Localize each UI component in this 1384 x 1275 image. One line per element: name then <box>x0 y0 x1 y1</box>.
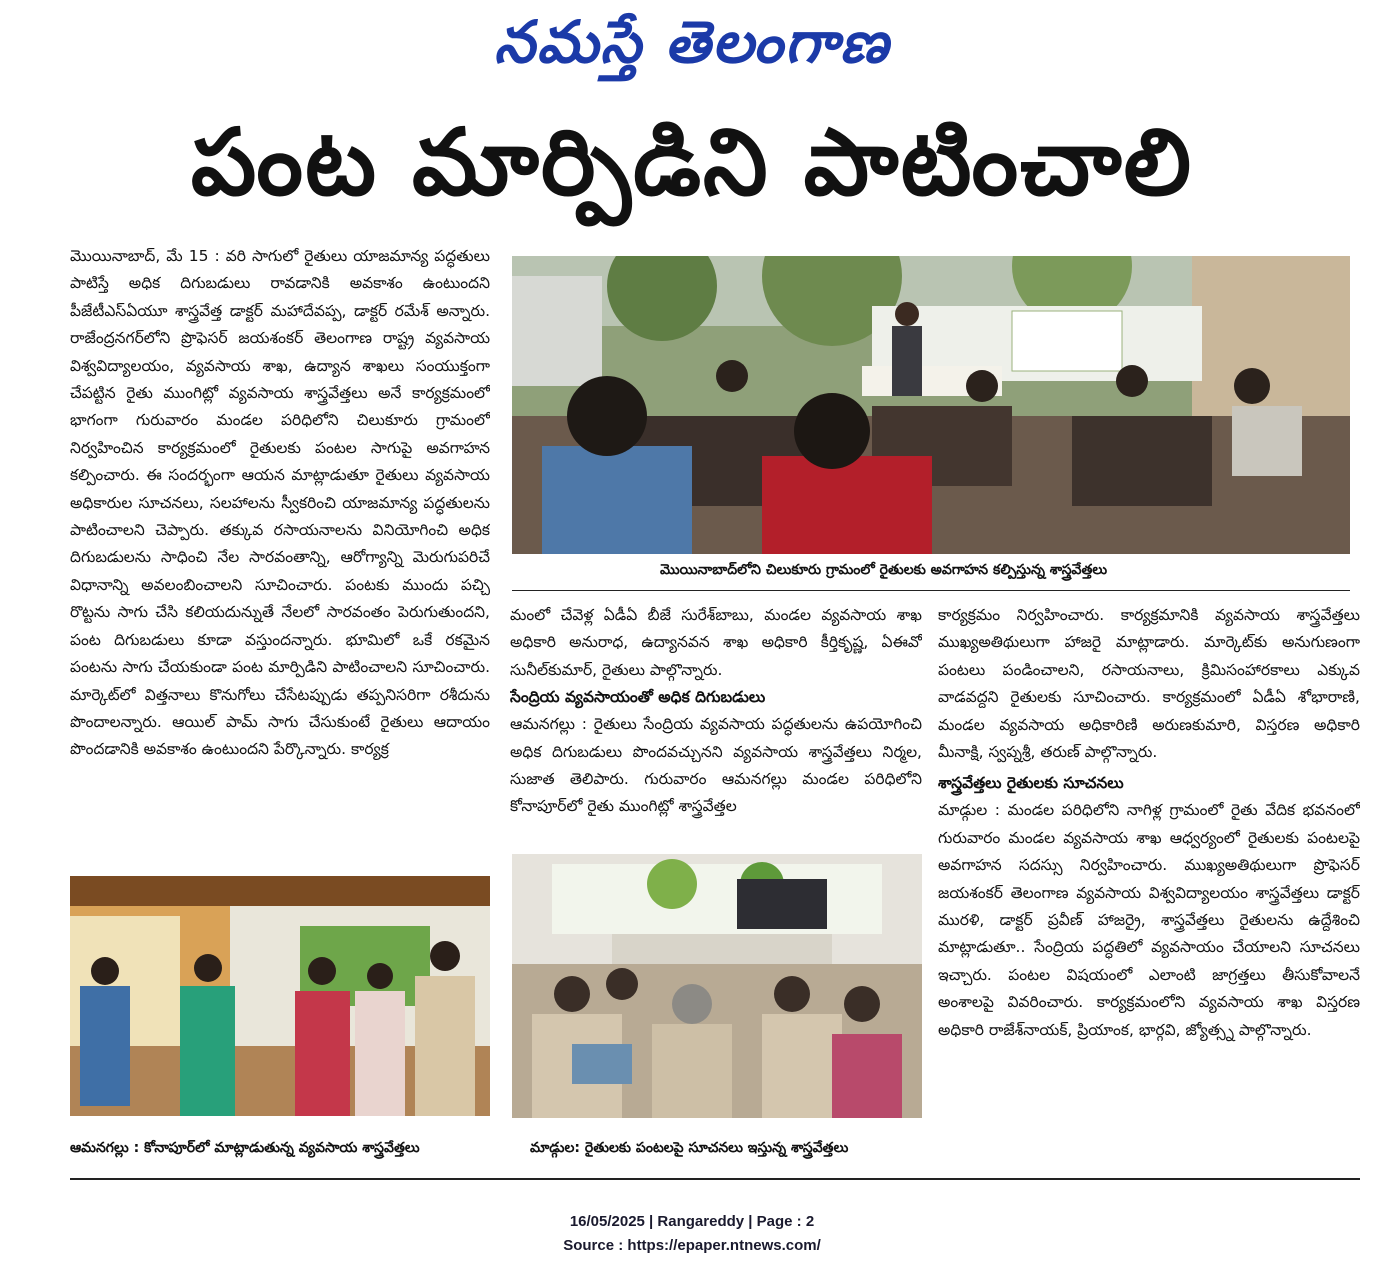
photo-madgula-caption: మాడ్గుల: రైతులకు పంటలపై సూచనలు ఇస్తున్న శాస్త్రవేత్తలు <box>530 1140 849 1156</box>
article-madgula-subhead: శాస్త్రవేత్తలు రైతులకు సూచనలు <box>938 774 1124 793</box>
article-mid-column <box>510 602 922 842</box>
article-main-continuation: మంలో చేవెళ్ల ఏడీఏ బీజే సురేశ్‌బాబు, మండల వ్యవసాయ శాఖ అధికారి అనురాధ, ఉద్యానవన శాఖ అధికారి కీర్తికృష్ణ, ఏఈవో సునీల్‌కుమార్, రైతులు పాల్గొన్నారు. <box>510 606 922 679</box>
page-bottom-rule <box>70 1178 1360 1180</box>
caption-divider <box>512 590 1350 591</box>
article-aamangallu-body: రైతులు సేంద్రియ వ్యవసాయ పద్ధతులను ఉపయోగించి అధిక దిగుబడులు పొందవచ్చునని వ్యవసాయ శాస్త్రవేత్తలు నిర్మల, సుజాత తెలిపారు. గురువారం ఆమనగల్లు మండల పరిధిలోని కోనాపూర్‌లో రైతు ముంగిట్లో శాస్త్రవేత్తల <box>510 715 922 816</box>
article-madgula-dateline: మాడ్గుల : <box>938 801 1000 820</box>
article-madgula-body: మండల పరిధిలోని నాగిళ్ల గ్రామంలో రైతు వేదిక భవనంలో గురువారం మండల వ్యవసాయ శాఖ ఆధ్వర్యంలో రైతులకు పంటలపై అవగాహన సదస్సు నిర్వహించారు. ముఖ్యఅతిథులుగా ప్రొఫెసర్ జయశంకర్ తెలంగాణ వ్యవసాయ విశ్వవిద్యాలయం శాస్త్రవేత్తలు డాక్టర్ మురళి, డాక్టర్ ప్రవీణ్ హాజర్రై, శాస్త్రవేత్తలు రైతులను ఉద్దేశించి మాట్లాడుతూ.. సేంద్రియ పద్ధతిలో వ్యవసాయం చేయాలని సూచనలు ఇచ్చారు. పంటల విషయంలో ఎలాంటి జాగ్రత్తలు తీసుకోవాలనే అంశాలపై వివరించారు. కార్యక్రమంలోని వ్యవసాయ శాఖ విస్తరణ అధికారి రాజేశ్‌నాయక్, ప్రియాంక, భార్గవి, జ్యోత్స్న పాల్గొన్నారు. <box>938 801 1360 1039</box>
article-right-column <box>938 602 1360 1142</box>
photo-chilukur-meeting <box>512 256 1350 554</box>
photo-konapur-caption: ఆమనగల్లు : కోనాపూర్‌లో మాట్లాడుతున్న వ్యవసాయ శాస్త్రవేత్తలు <box>70 1140 420 1156</box>
article-main-dateline: మొయినాబాద్, మే 15 : <box>70 247 220 265</box>
masthead-title: నమస్తే తెలంగాణ <box>494 8 890 76</box>
article-aamangallu-dateline: ఆమనగల్లు : <box>510 715 588 734</box>
article-headline: పంట మార్పిడిని పాటించాలి <box>190 109 1194 216</box>
article-main-body: వరి సాగులో రైతులు యాజమాన్య పద్ధతులు పాటిస్తే అధిక దిగుబడులు రావడానికి అవకాశం ఉంటుందని పీజేటీఎస్‌ఏయూ శాస్త్రవేత్త డాక్టర్ మహాదేవప్ప, డాక్టర్ రమేశ్ అన్నారు. రాజేంద్రనగర్‌లోని ప్రొఫెసర్ జయశంకర్ తెలంగాణ రాష్ట్ర వ్యవసాయ విశ్వవిద్యాలయం, వ్యవసాయ శాఖ, ఉద్యాన శాఖలు సంయుక్తంగా చేపట్టిన రైతు ముంగిట్లో వ్యవసాయ శాస్త్రవేత్తలు అనే కార్యక్రమంలో భాగంగా గురువారం మండల పరిధిలోని చిలుకూరు గ్రామంలో నిర్వహించిన కార్యక్రమంలో రైతులకు పంటల సాగుపై అవగాహన కల్పించారు. ఈ సందర్భంగా ఆయన మాట్లాడుతూ రైతులు వ్యవసాయ అధికారుల సూచనలు, సలహాలను స్వీకరించి యాజమాన్య పద్ధతులను పాటించాలని చెప్పారు. తక్కువ రసాయనాలను వినియోగించి అధిక దిగుబడులను సాధించి నేల సారవంతాన్ని, ఆరోగ్యాన్ని మెరుగుపరిచే విధానాన్ని అవలంబించాలని సూచించారు. పంటకు ముందు పచ్చి రొట్టను సాగు చేసి కలియదున్నుతే నేలలో సారవంతం పెరుగుతుందని, పంట దిగుబడులు కూడా వస్తుందన్నారు. భూమిలో ఒకే రకమైన పంటను సాగు చేయకుండా పంట మార్పిడిని పాటించాలని సూచించారు. మార్కెట్‌లో విత్తనాలు కొనుగోలు చేసేటప్పుడు తప్పనిసరిగా రశీదును పొందాలన్నారు. ఆయిల్ పామ్ సాగు చేసుకుంటే రైతులు ఆదాయం పొందడానికి అవకాశం ఉంటుందని పేర్కొన్నారు. కార్యక్ర <box>70 247 490 759</box>
article-aamangallu-subhead: సేంద్రియ వ్యవసాయంతో అధిక దిగుబడులు <box>510 688 766 707</box>
footer-source-link[interactable]: Source : https://epaper.ntnews.com/ <box>563 1237 821 1254</box>
photo-chilukur-caption: మొయినాబాద్‌లోని చిలుకూరు గ్రామంలో రైతులకు అవగాహన కల్పిస్తున్న శాస్త్రవేత్తలు <box>660 562 1108 578</box>
footer-date-edition: 16/05/2025 | Rangareddy | Page : 2 <box>569 1213 815 1230</box>
photo-madgula-meeting <box>512 854 922 1118</box>
photo-konapur-scientists <box>70 876 490 1116</box>
article-aamangallu-continuation: కార్యక్రమం నిర్వహించారు. కార్యక్రమానికి వ్యవసాయ శాస్త్రవేత్తలు ముఖ్యఅతిథులుగా హాజరై మాట్లాడారు. మార్కెట్‌కు అనుగుణంగా పంటలు పండించాలని, రసాయనాలు, క్రిమిసంహారకాలు ఎక్కువ వాడవద్దని రైతులకు సూచించారు. కార్యక్రమంలో ఏడీఏ శోభారాణి, మండల వ్యవసాయ అధికారిణి అరుణకుమారి, విస్తరణ అధికారి మీనాక్షి, స్వప్నశ్రీ, తరుణ్ పాల్గొన్నారు. <box>938 606 1360 762</box>
article-main-column <box>70 243 490 863</box>
